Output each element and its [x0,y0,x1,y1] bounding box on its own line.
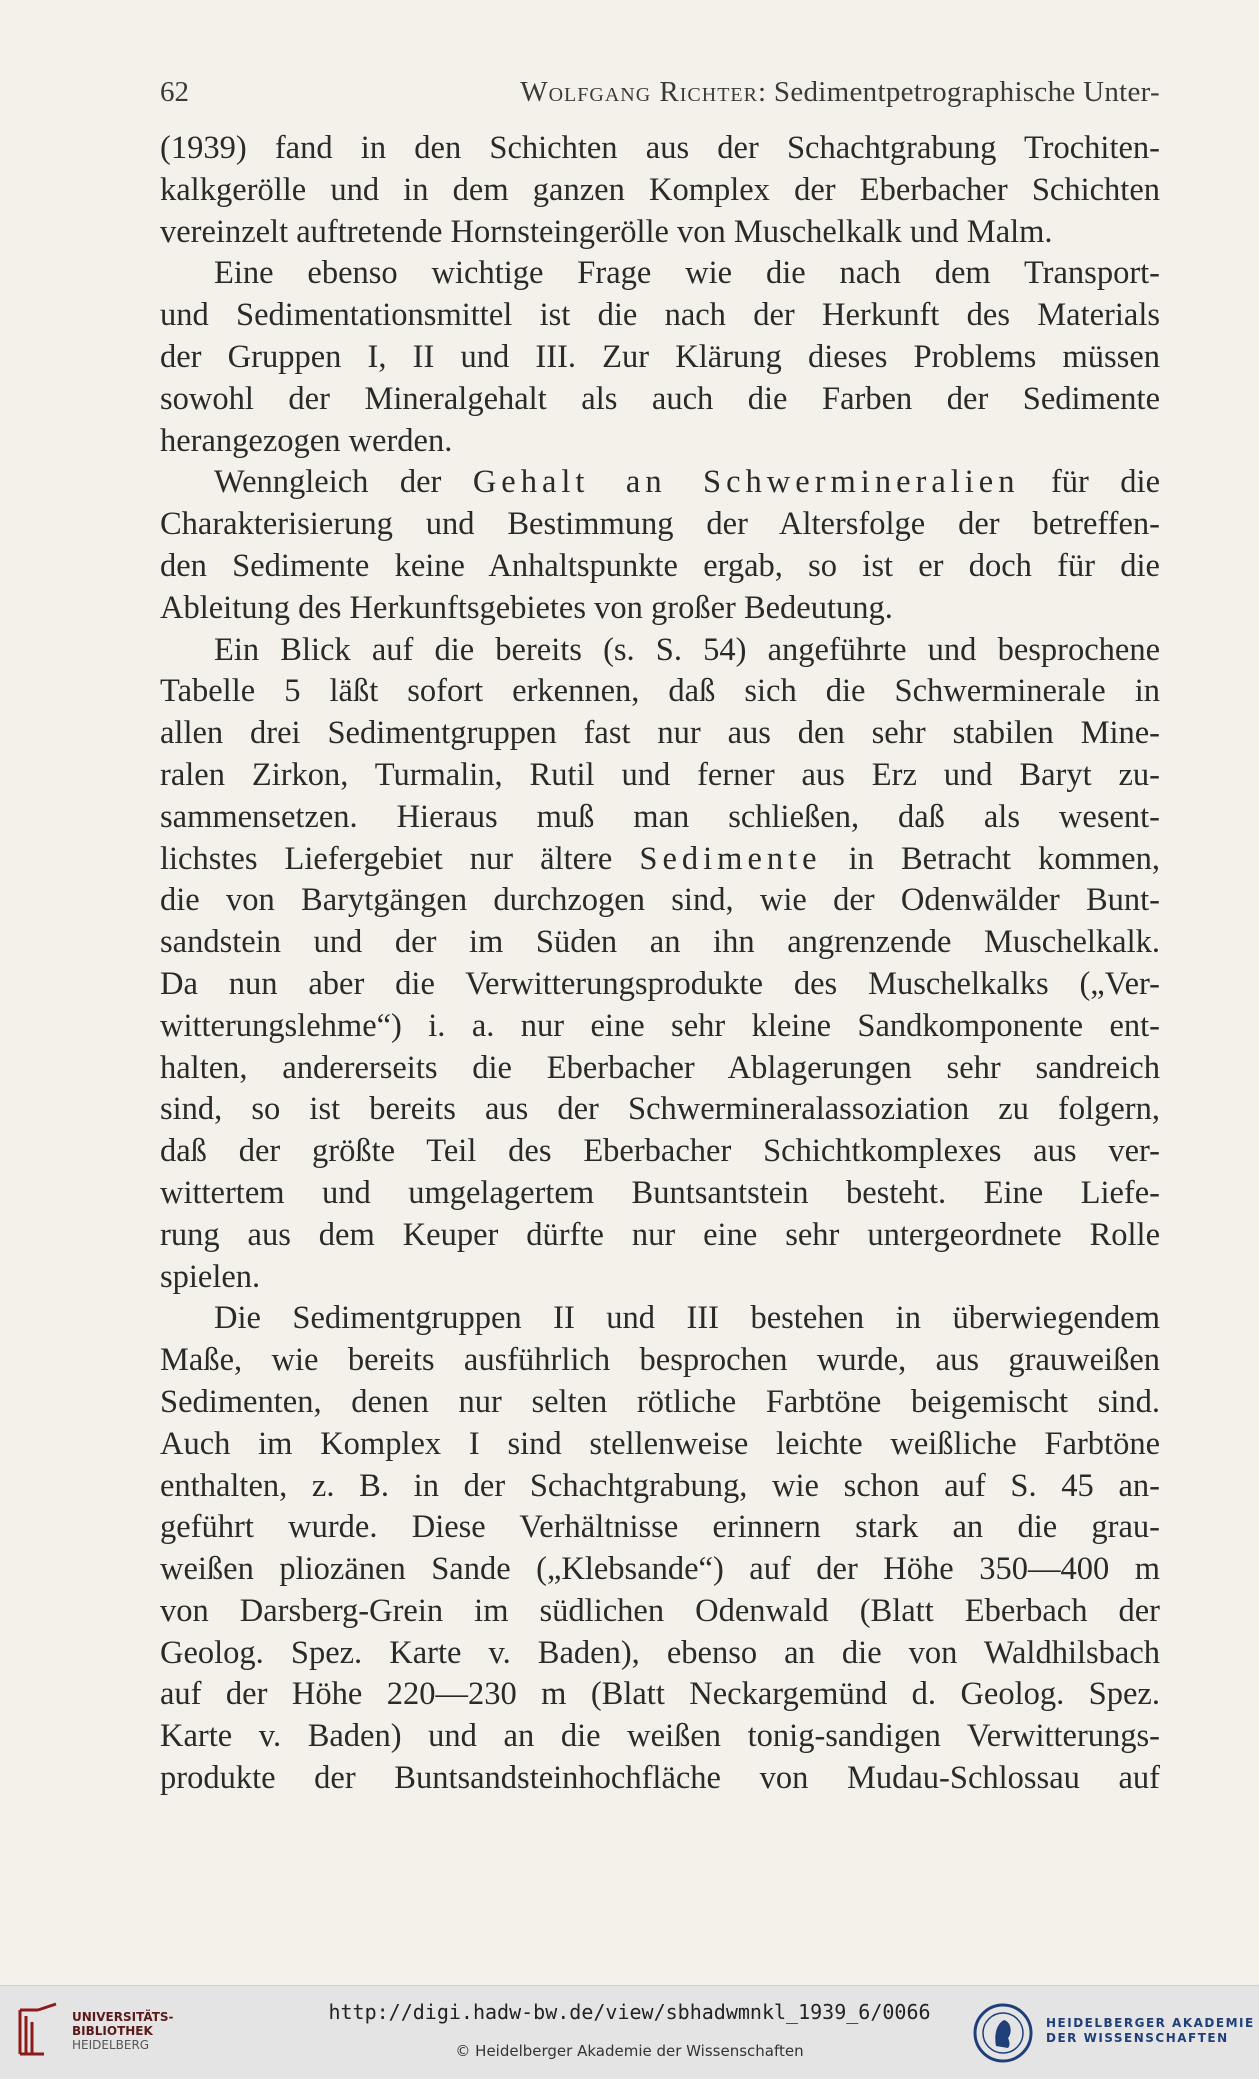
text-line: sowohl der Mineralgehalt als auch die Farben der Sedimente [160,380,1160,417]
text-line: Eine ebenso wichtige Frage wie die nach dem Transport- [214,255,1160,292]
text-line: Auch im Komplex I sind stellenweise leichte weißliche Farbtöne [160,1425,1160,1462]
text-line: produkte der Buntsandsteinhochfläche von Mudau-Schlossau auf [160,1760,1160,1797]
text-line [160,462,1160,504]
text-line: (1939) fand in den Schichten aus der Schachtgrabung Trochiten- [160,130,1160,166]
page-number: 62 [160,76,189,108]
text-segment: lichstes Liefergebiet nur ältere [160,840,640,877]
body-text [160,128,1160,1800]
running-title-text: : Sedimentpetrographische Unter- [757,76,1160,108]
text-line: spielen. [160,1258,261,1295]
text-line: von Darsberg-Grein im südlichen Odenwald (Blatt Eberbach der [160,1592,1160,1629]
text-line: Geolog. Spez. Karte v. Baden), ebenso an die von Waldhilsbach [160,1634,1160,1671]
text-line: Da nun aber die Verwitterungsprodukte des Muschelkalks („Ver- [160,965,1160,1002]
text-line: geführt wurde. Diese Verhältnisse erinnern stark an die grau- [160,1509,1160,1546]
spaced-emphasis: Sedimente [639,840,822,877]
text-line: herangezogen werden. [160,422,453,459]
text-line: Charakterisierung und Bestimmung der Altersfolge der betreffen- [160,506,1160,543]
text-line: kalkgerölle und in dem ganzen Komplex der Eberbacher Schichten [160,171,1160,208]
text-line [160,839,1160,881]
text-segment: in Betracht kommen, [821,840,1160,877]
text-line: Karte v. Baden) und an die weißen tonig-sandigen Verwitterungs- [160,1718,1160,1755]
footer-bar [0,1985,1259,2079]
spaced-emphasis: Gehalt an Schwermineralien [472,464,1020,501]
text-segment: für die [1019,464,1160,501]
text-line: Maße, wie bereits ausführlich besprochen wurde, aus grauweißen [160,1342,1160,1379]
text-line: sandstein und der im Süden an ihn angrenzende Muschelkalk. [160,924,1160,961]
text-line: Sedimenten, denen nur selten rötliche Farbtöne beigemischt sind. [160,1383,1160,1420]
text-line: vereinzelt auftretende Hornsteingerölle von Muschelkalk und Malm. [160,213,1053,250]
text-line: den Sedimente keine Anhaltspunkte ergab, so ist er doch für die [160,547,1160,584]
text-line: enthalten, z. B. in der Schachtgrabung, wie schon auf S. 45 an- [160,1467,1160,1504]
text-line: Tabelle 5 läßt sofort erkennen, daß sich die Schwerminerale in [160,673,1160,710]
text-line: auf der Höhe 220—230 m (Blatt Neckargemünd d. Geolog. Spez. [160,1676,1160,1713]
text-line: daß der größte Teil des Eberbacher Schichtkomplexes aus ver- [160,1133,1160,1170]
academy-line-2: DER WISSENSCHAFTEN [1046,2031,1229,2045]
text-line: allen drei Sedimentgruppen fast nur aus den sehr stabilen Mine- [160,715,1160,752]
text-line: sammensetzen. Hieraus muß man schließen, daß als wesent- [160,798,1160,835]
text-line: halten, andererseits die Eberbacher Ablagerungen sehr sandreich [160,1049,1160,1086]
copyright-notice: © Heidelberger Akademie der Wissenschaften [455,2042,804,2060]
text-line: wittertem und umgelagertem Buntsantstein besteht. Eine Liefe- [160,1174,1160,1211]
text-line: sind, so ist bereits aus der Schwermineralassoziation zu folgern, [160,1091,1160,1128]
text-line: Die Sedimentgruppen II und III bestehen in überwiegendem [214,1300,1160,1337]
text-line: Ableitung des Herkunftsgebietes von großer Bedeutung. [160,589,893,626]
ub-line-3: HEIDELBERG [72,2038,150,2052]
text-segment: Wenngleich der [214,464,473,501]
text-line: witterungslehme“) i. a. nur eine sehr kleine Sandkomponente ent- [160,1007,1160,1044]
academy-line-1: HEIDELBERGER AKADEMIE [1046,2016,1255,2030]
text-line: ralen Zirkon, Turmalin, Rutil und ferner aus Erz und Baryt zu- [160,756,1160,793]
text-line: Ein Blick auf die bereits (s. S. 54) angeführte und besprochene [214,631,1160,668]
text-line: rung aus dem Keuper dürfte nur eine sehr untergeordnete Rolle [160,1216,1160,1253]
text-line: und Sedimentationsmittel ist die nach der Herkunft des Materials [160,297,1160,334]
text-line: der Gruppen I, II und III. Zur Klärung dieses Problems müssen [160,338,1160,375]
running-title [520,76,1160,109]
permalink-url[interactable]: http://digi.hadw-bw.de/view/sbhadwmnkl_1939_6/0066 [328,2000,931,2024]
text-line: weißen pliozänen Sande („Klebsande“) auf der Höhe 350—400 m [160,1551,1160,1588]
ub-line-1: UNIVERSITÄTS- [72,2010,174,2024]
academy-label [1046,2016,1255,2046]
academy-seal-icon [972,2002,1034,2064]
ub-line-2: BIBLIOTHEK [72,2024,153,2038]
author-name: Wolfgang Richter [520,76,758,108]
text-line: die von Barytgängen durchzogen sind, wie der Odenwälder Bunt- [160,882,1160,919]
